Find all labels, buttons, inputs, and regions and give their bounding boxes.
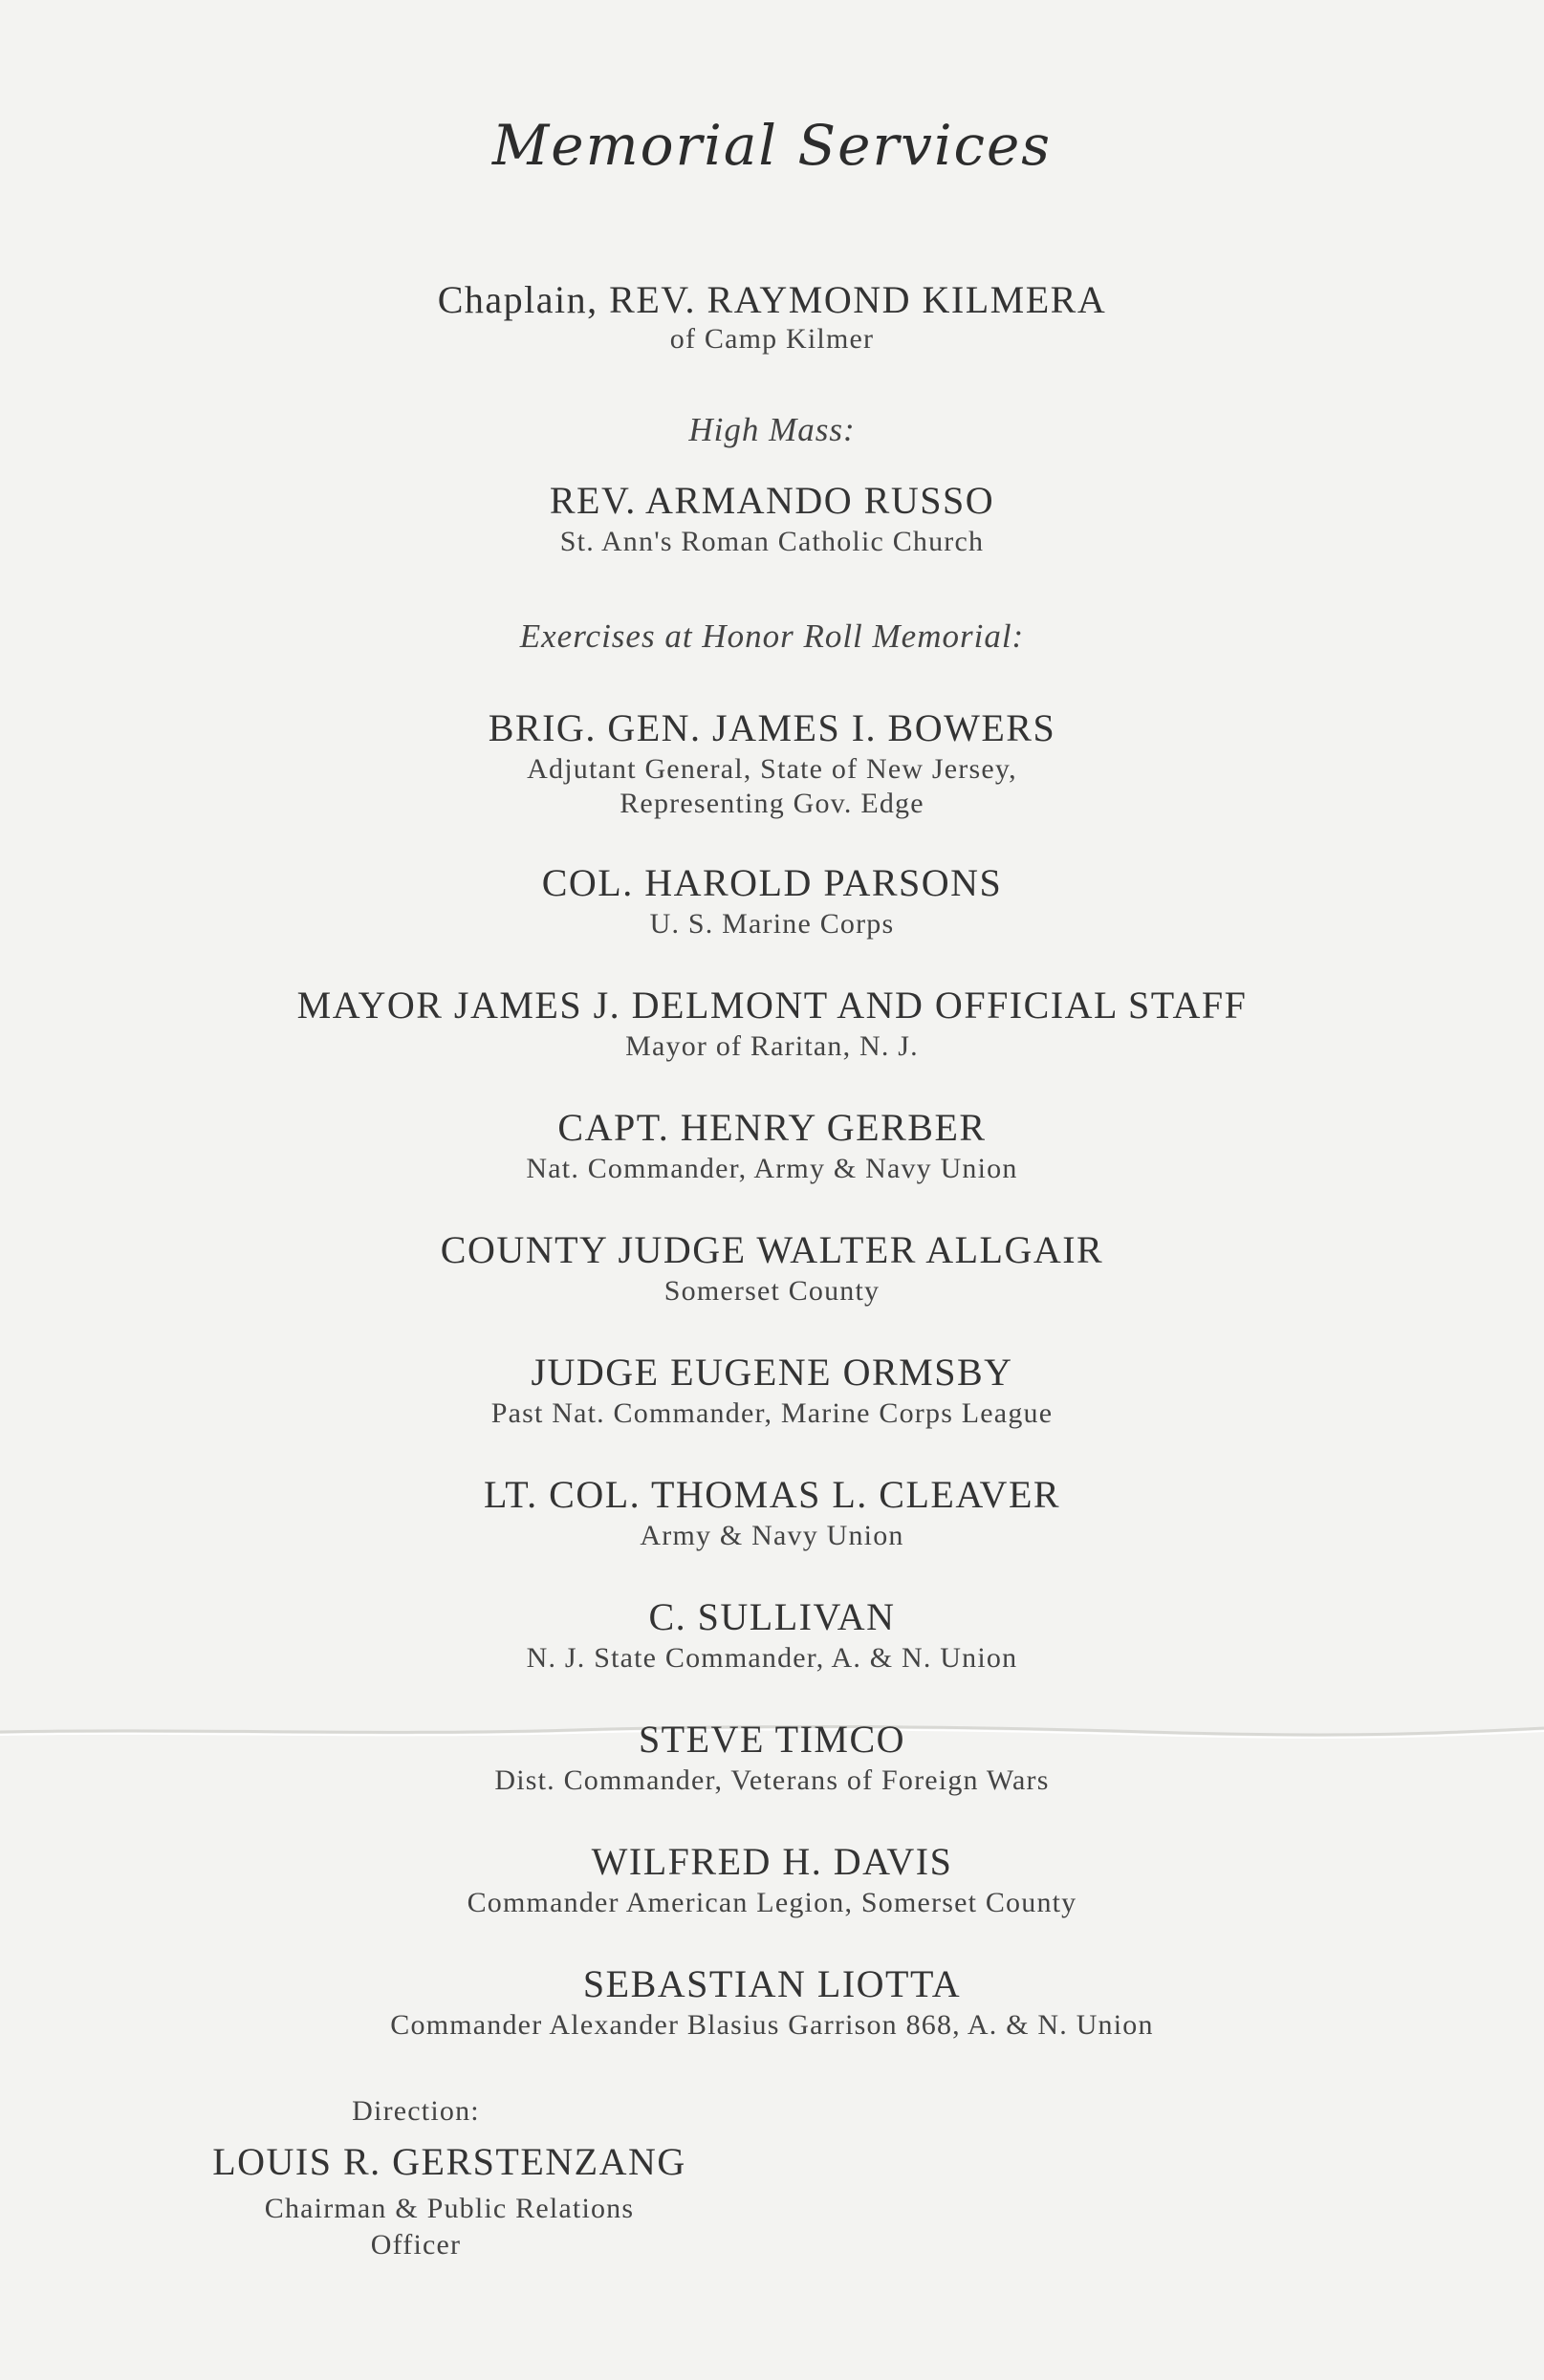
participant-name: CAPT. HENRY GERBER [557,1106,987,1149]
participant-detail: Commander American Legion, Somerset County [467,1887,1077,1918]
chaplain-detail: of Camp Kilmer [669,323,875,355]
participant-name: C. SULLIVAN [648,1595,896,1638]
participant-detail: Past Nat. Commander, Marine Corps League [490,1397,1054,1429]
participant-detail: Mayor of Raritan, N. J. [625,1030,919,1062]
high-mass-heading: High Mass: [688,411,856,448]
page-title: Memorial Services [491,113,1053,178]
participant-name: JUDGE EUGENE ORMSBY [531,1351,1013,1394]
participant-detail: N. J. State Commander, A. & N. Union [526,1642,1018,1674]
direction-heading: Direction: [352,2095,480,2127]
participant-name: BRIG. GEN. JAMES I. BOWERS [488,706,1056,749]
chaplain-name: Chaplain, REV. RAYMOND KILMERA [437,278,1107,321]
participant-name: COL. HAROLD PARSONS [541,861,1003,904]
participant-name: MAYOR JAMES J. DELMONT AND OFFICIAL STAFF [296,984,1248,1027]
exercises-heading: Exercises at Honor Roll Memorial: [519,617,1025,655]
direction-detail: Officer [370,2229,462,2261]
participant-detail: Army & Navy Union [640,1520,904,1551]
participant-detail: Nat. Commander, Army & Navy Union [526,1153,1018,1184]
participant-name: SEBASTIAN LIOTTA [582,1962,962,2005]
participant-name: COUNTY JUDGE WALTER ALLGAIR [440,1228,1104,1271]
participant-name: LT. COL. THOMAS L. CLEAVER [483,1473,1061,1516]
participant-detail: U. S. Marine Corps [649,908,895,940]
direction-name: LOUIS R. GERSTENZANG [212,2140,686,2183]
participant-detail: Adjutant General, State of New Jersey, [527,753,1017,785]
participant-name: STEVE TIMCO [638,1718,906,1761]
participant-detail: Representing Gov. Edge [620,788,924,819]
participant-name: WILFRED H. DAVIS [591,1840,953,1883]
direction-detail: Chairman & Public Relations [264,2193,635,2224]
participant-detail: Somerset County [663,1275,881,1307]
participant-detail: Commander Alexander Blasius Garrison 868, A. & N. Union [390,2009,1154,2041]
high-mass-name: REV. ARMANDO RUSSO [549,479,995,522]
high-mass-detail: St. Ann's Roman Catholic Church [559,526,985,557]
participant-detail: Dist. Commander, Veterans of Foreign Wars [494,1764,1050,1796]
